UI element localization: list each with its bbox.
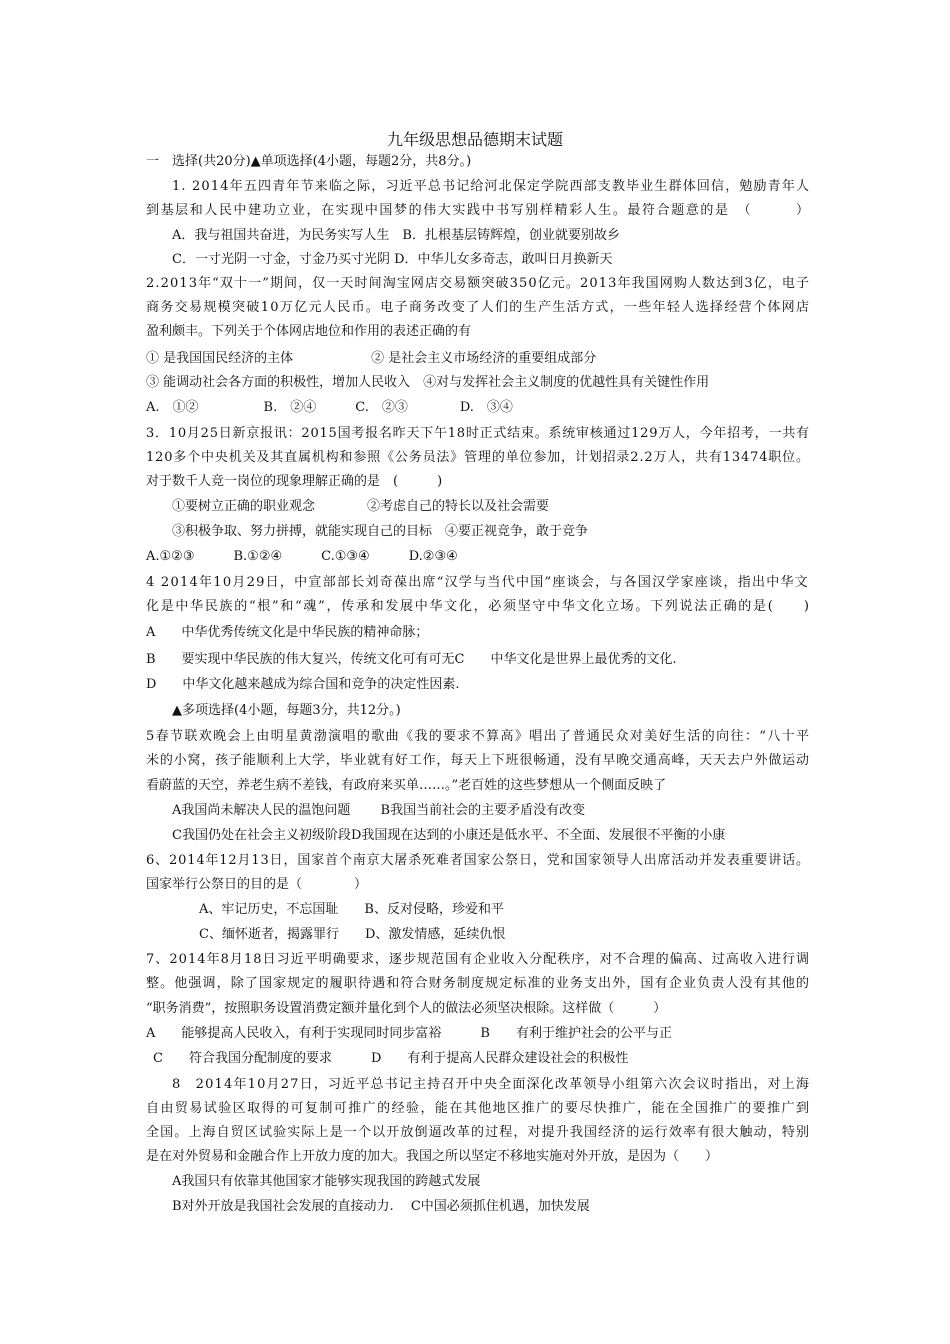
text-line: 盈利颇丰。下列关于个体网店地位和作用的表述正确的有: [146, 324, 472, 339]
text-line: C．一寸光阴一寸金，寸金乃买寸光阴 D．中华儿女多奇志，敢叫日月换新天: [172, 252, 613, 267]
text-line: ▲多项选择(4小题，每题3分，共12分。): [172, 703, 401, 718]
page-title: 九年级思想品德期末试题: [386, 130, 563, 149]
text-line: 120多个中央机关及其直属机构和参照《公务员法》管理的单位参加，计划招录2.2万人，共有13474职位。: [146, 450, 810, 465]
text-line: 3．10月25日新京报讯：2015国考报名昨天下午18时正式结束。系统审核通过129万人，今年招考，一共有: [146, 426, 810, 441]
text-line: ③积极争取、努力拼搏，就能实现自己的目标 ④要正视竞争，敢于竞争: [172, 524, 589, 539]
text-line: A我国尚未解决人民的温饱问题 B我国当前社会的主要矛盾没有改变: [172, 803, 586, 818]
text-line: C 符合我国分配制度的要求 D 有利于提高人民群众建设社会的积极性: [153, 1051, 629, 1066]
text-line: 化是中华民族的“根”和“魂”，传承和发展中华文化，必须坚守中华文化立场。下列说法正确的是( ): [146, 599, 811, 614]
text-line: A 能够提高人民收入，有利于实现同时同步富裕 B 有利于维护社会的公平与正: [146, 1026, 672, 1041]
text-line: B 要实现中华民族的伟大复兴，传统文化可有可无C 中华文化是世界上最优秀的文化.: [146, 652, 677, 667]
text-line: ①要树立正确的职业观念 ②考虑自己的特长以及社会需要: [172, 499, 550, 514]
text-line: A.①②③ B.①②④ C.①③④ D.②③④: [146, 549, 458, 564]
text-line: 商务交易规模突破10万亿元人民币。电子商务改变了人们的生产生活方式，一些年轻人选择经营个体网店: [146, 300, 811, 315]
text-line: D 中华文化越来越成为综合国和竞争的决定性因素.: [146, 677, 460, 692]
text-line: A我国只有依靠其他国家才能够实现我国的跨越式发展: [172, 1174, 481, 1189]
text-line: A. ①② B. ②④ C. ②③ D. ③④: [146, 400, 513, 415]
text-line: 4 2014年10月29日，中宣部部长刘奇葆出席“汉学与当代中国”座谈会，与各国汉学家座谈，指出中华文: [146, 575, 809, 590]
text-line: 8 2014年10月27日，习近平总书记主持召开中央全面深化改革领导小组第六次会议时指出，对上海: [172, 1077, 811, 1092]
text-line: ① 是我国国民经济的主体 ② 是社会主义市场经济的重要组成部分: [146, 351, 597, 366]
text-line: 整。他强调，除了国家规定的履职待遇和符合财务制度规定标准的业务支出外，国有企业负责人没有其他的: [146, 976, 811, 991]
text-line: 7、2014年8月18日习近平明确要求，逐步规范国有企业收入分配秩序，对不合理的偏高、过高收入进行调: [146, 952, 811, 967]
text-line: A．我与祖国共奋进，为民务实写人生 B．扎根基层铸辉煌，创业就要别故乡: [172, 228, 620, 243]
text-line: 6、2014年12月13日，国家首个南京大屠杀死难者国家公祭日，党和国家领导人出席活动并发表重要讲话。: [146, 853, 810, 868]
text-line: 到基层和人民中建功立业，在实现中国梦的伟大实践中书写别样精彩人生。最符合题意的是 （ ）: [146, 203, 811, 218]
text-line: 自由贸易试验区取得的可复制可推广的经验，能在其他地区推广的要尽快推广，能在全国推广的要推广到: [146, 1101, 811, 1116]
text-line: 2.2013年“双十一”期间，仅一天时间淘宝网店交易额突破350亿元。2013年我国网购人数达到3亿，电子: [146, 276, 811, 291]
text-line: 米的小窝，孩子能顺利上大学，毕业就有好工作，每天上下班很畅通，没有早晚交通高峰，天天去户外做运动: [146, 753, 810, 768]
text-line: 5春节联欢晚会上由明星黄渤演唱的歌曲《我的要求不算高》唱出了普通民众对美好生活的向往：“八十平: [146, 729, 811, 744]
text-line: C我国仍处在社会主义初级阶段D我国现在达到的小康还是低水平、不全面、发展很不平衡的小康: [172, 828, 726, 843]
text-line: C、缅怀逝者，揭露罪行 D、激发情感，延续仇恨: [199, 927, 506, 942]
text-line: 看蔚蓝的天空，养老生病不差钱，有政府来买单……。”老百姓的这些梦想从一个侧面反映了: [146, 778, 667, 793]
text-line: 是在对外贸易和金融合作上开放力度的加大。我国之所以坚定不移地实施对外开放，是因为（ ）: [146, 1149, 719, 1164]
text-line: 国家举行公祭日的目的是（ ）: [146, 877, 368, 892]
text-line: B对外开放是我国社会发展的直接动力. C中国必须抓住机遇，加快发展: [172, 1199, 590, 1214]
text-line: 全国。上海自贸区试验实际上是一个以开放倒逼改革的过程，对提升我国经济的运行效率有很大触动，特别: [146, 1125, 811, 1140]
text-line: A 中华优秀传统文化是中华民族的精神命脉；: [146, 625, 429, 640]
text-line: ③ 能调动社会各方面的积极性，增加人民收入 ④对与发挥社会主义制度的优越性具有关键性作用: [146, 375, 710, 390]
text-line: 一 选择(共20分)▲单项选择(4小题，每题2分，共8分。): [146, 154, 472, 169]
text-line: A、牢记历史，不忘国耻 B、反对侵略，珍爱和平: [199, 902, 504, 917]
text-line: 1. 2014年五四青年节来临之际，习近平总书记给河北保定学院西部支教毕业生群体回信，勉励青年人: [172, 179, 811, 194]
text-line: “职务消费”，按照职务设置消费定额并量化到个人的做法必须坚决根除。这样做（ ）: [146, 1001, 667, 1016]
text-line: 对于数千人竞一岗位的现象理解正确的是 ( ): [146, 474, 443, 489]
